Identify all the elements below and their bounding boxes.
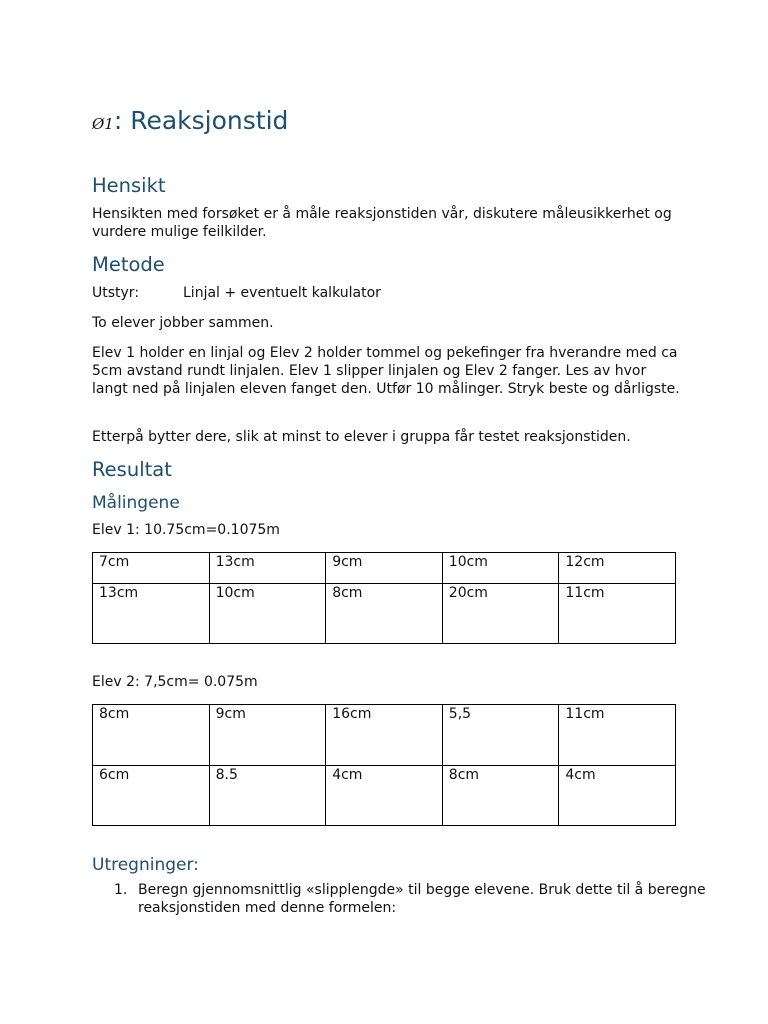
table-cell: 10cm [442,553,559,584]
heading-hensikt: Hensikt [92,174,166,197]
hensikt-text: Hensikten med forsøket er å måle reaksjonstiden vår, diskutere måleusikkerhet og vurdere mulige feilkilder. [92,206,672,240]
table-cell: 6cm [93,766,210,826]
table-cell: 10cm [209,584,326,644]
title-prefix: Ø1 [92,115,114,133]
heading-metode: Metode [92,253,165,276]
table-row [93,584,676,644]
table-cell: 8cm [326,584,443,644]
table-cell: 5,5 [442,705,559,766]
title-text: : Reaksjonstid [113,106,289,135]
table-cell: 8cm [93,705,210,766]
table-cell: 20cm [442,584,559,644]
list-item [114,881,728,917]
table-cell: 13cm [93,584,210,644]
table-row [93,553,676,584]
heading-resultat: Resultat [92,458,172,481]
table-cell: 16cm [326,705,443,766]
table-row [93,766,676,826]
utstyr-row [92,284,381,302]
table-row [93,705,676,766]
utstyr-value: Linjal + eventuelt kalkulator [183,285,381,301]
table-cell: 4cm [326,766,443,826]
table-cell: 13cm [209,553,326,584]
table-cell: 11cm [559,584,676,644]
table-cell: 9cm [326,553,443,584]
list-item-number: 1. [114,882,128,898]
elev2-table [92,704,676,826]
document-title [92,106,288,135]
list-item-text: Beregn gjennomsnittlig «slipplengde» til begge elevene. Bruk dette til å beregne reaksjonstiden med denne formelen: [138,882,706,916]
elev1-label: Elev 1: 10.75cm=0.1075m [92,522,280,538]
elev2-label: Elev 2: 7,5cm= 0.075m [92,674,258,690]
metode-paragraph-1: To elever jobber sammen. [92,315,274,331]
heading-malingene: Målingene [92,493,180,513]
table-cell: 11cm [559,705,676,766]
table-cell: 8cm [442,766,559,826]
table-cell: 4cm [559,766,676,826]
utstyr-label: Utstyr: [92,285,140,301]
utregninger-list [92,881,728,917]
metode-paragraph-3: Etterpå bytter dere, slik at minst to elever i gruppa får testet reaksjonstiden. [92,429,631,445]
table-cell: 9cm [209,705,326,766]
table-cell: 7cm [93,553,210,584]
elev1-table [92,552,676,644]
table-cell: 8.5 [209,766,326,826]
table-cell: 12cm [559,553,676,584]
heading-utregninger: Utregninger: [92,855,199,875]
metode-paragraph-2: Elev 1 holder en linjal og Elev 2 holder tommel og pekefinger fra hverandre med ca 5cm avstand rundt linjalen. Elev 1 slipper linjalen og Elev 2 fanger. Les av hvor langt ned på linjalen eleven fanget den. Utfør 10 målinger. Stryk beste og dårligste. [92,345,680,397]
